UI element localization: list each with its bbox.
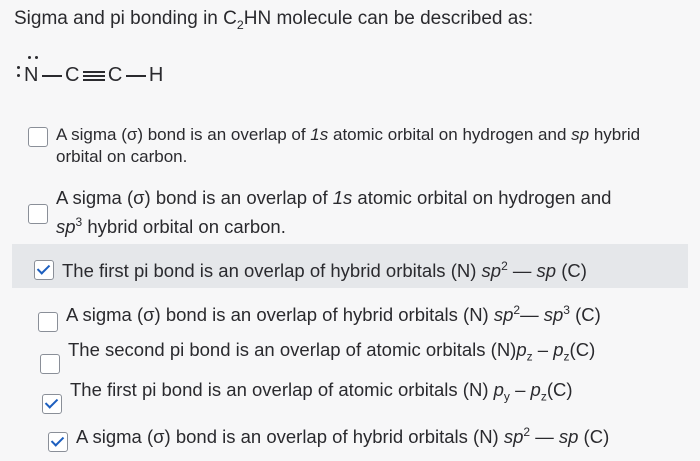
option-2[interactable] xyxy=(28,186,611,239)
option-6[interactable] xyxy=(42,378,573,414)
option-7[interactable] xyxy=(48,420,609,452)
option-label: A sigma (σ) bond is an overlap of 1s atomic orbital on hydrogen and $sp^3$ hybrid orbital on carbon. xyxy=(56,187,612,238)
atom-hydrogen: H xyxy=(148,64,164,86)
checkbox[interactable] xyxy=(38,312,58,332)
checkbox[interactable] xyxy=(28,204,48,224)
option-4[interactable] xyxy=(38,298,601,332)
option-label: The second pi bond is an overlap of atomic orbitals $(N)p_z - p_z(C)$ xyxy=(68,339,596,364)
option-label: The first pi bond is an overlap of hybrid orbitals (N) $sp^2$ — sp (C) xyxy=(62,259,587,282)
option-label: A sigma (σ) bond is an overlap of hybrid orbitals (N) $sp^2—$ $sp^3$ (C) xyxy=(66,303,601,326)
checkbox[interactable] xyxy=(34,260,54,280)
triple-bond xyxy=(83,71,105,81)
atom-carbon-1: C xyxy=(64,64,80,86)
check-icon xyxy=(45,395,58,408)
option-1[interactable] xyxy=(28,124,640,168)
option-3[interactable] xyxy=(34,254,587,283)
single-bond xyxy=(126,75,146,77)
atom-carbon-2: C xyxy=(107,64,123,86)
checkbox[interactable] xyxy=(42,394,62,414)
option-5[interactable] xyxy=(40,338,595,374)
option-label: A sigma (σ) bond is an overlap of 1s atomic orbital on hydrogen and sp hybrid orbital on carbon. xyxy=(56,125,641,166)
checkbox[interactable] xyxy=(48,432,68,452)
option-label: The first pi bond is an overlap of atomic orbitals (N) $p_y - p_z(C)$ xyxy=(70,379,573,404)
check-icon xyxy=(51,433,64,446)
option-label: A sigma (σ) bond is an overlap of hybrid orbitals (N) $sp^2$ — sp (C) xyxy=(76,425,610,448)
question-text: Sigma and pi bonding in $C_2HN$ molecule can be described as: xyxy=(14,8,534,32)
checkbox[interactable] xyxy=(28,127,48,147)
molecule-structure xyxy=(14,64,164,87)
checkbox[interactable] xyxy=(40,354,60,374)
check-icon xyxy=(37,261,50,274)
single-bond xyxy=(42,75,62,77)
atom-nitrogen: N xyxy=(24,64,39,87)
